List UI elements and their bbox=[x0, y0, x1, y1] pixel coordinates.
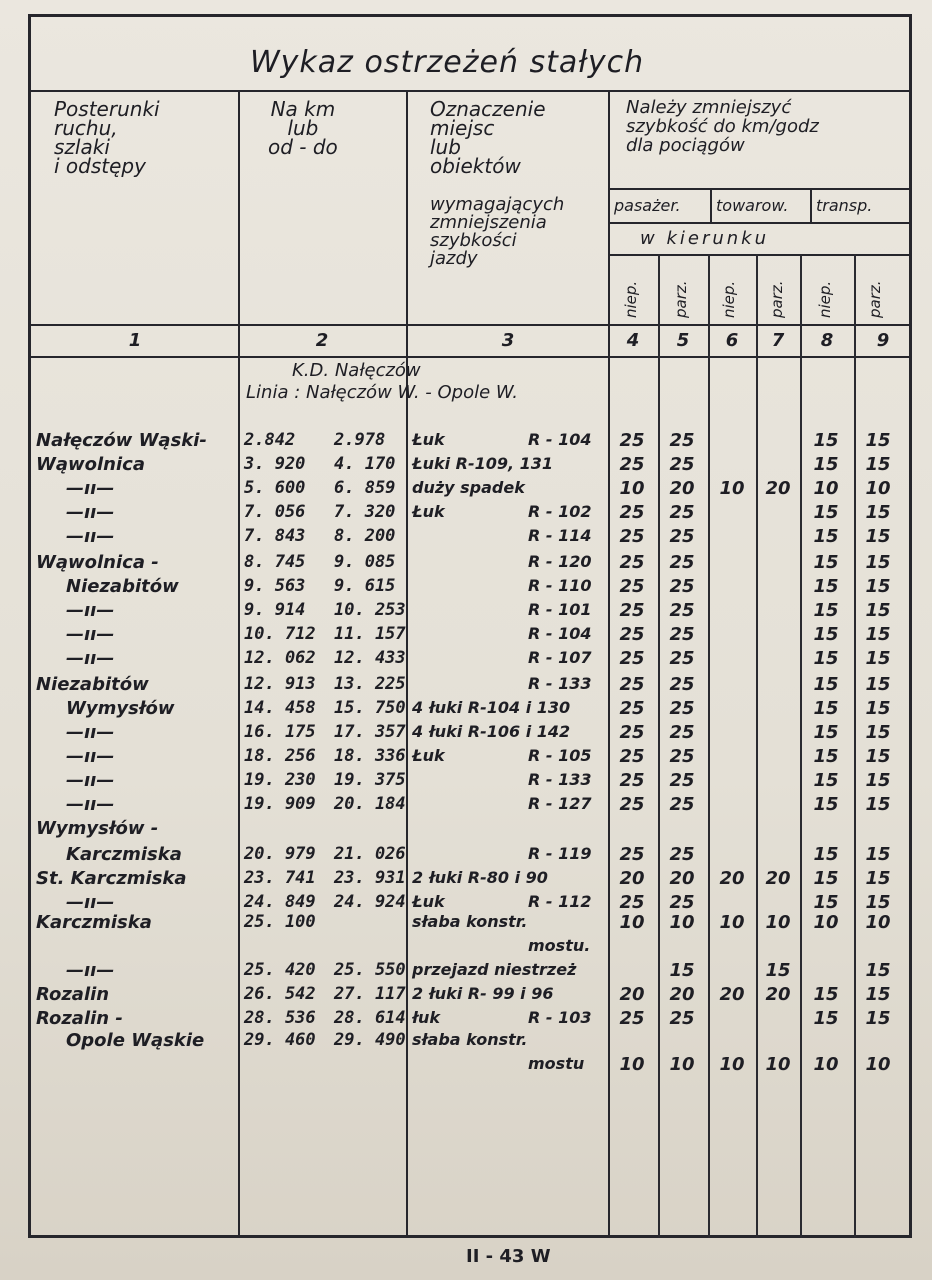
row-speed-col-8: 10 bbox=[813, 478, 839, 499]
row-km-from: 26. 542 bbox=[244, 984, 316, 1004]
header-pasazer: pasażer. bbox=[614, 196, 681, 215]
row-station: Karczmiska bbox=[66, 844, 182, 865]
row-speed-col-6: 10 bbox=[719, 912, 745, 933]
row-speed-col-4: 25 bbox=[619, 552, 645, 573]
row-speed-col-9: 15 bbox=[865, 648, 891, 669]
col-divider-4 bbox=[658, 254, 660, 1238]
row-station: —ıı— bbox=[66, 648, 115, 669]
row-speed-col-5: 25 bbox=[669, 430, 695, 451]
row-speed-col-8: 15 bbox=[813, 526, 839, 547]
row-km-to: 27. 117 bbox=[334, 984, 406, 1004]
row-km-from: 9. 563 bbox=[244, 576, 306, 596]
row-km-from: 25. 420 bbox=[244, 960, 316, 980]
row-speed-col-8: 15 bbox=[813, 502, 839, 523]
row-speed-col-9: 10 bbox=[865, 478, 891, 499]
row-speed-col-5: 20 bbox=[669, 984, 695, 1005]
row-speed-col-6: 20 bbox=[719, 868, 745, 889]
row-speed-col-4: 25 bbox=[619, 624, 645, 645]
row-speed-col-8: 15 bbox=[813, 674, 839, 695]
row-speed-col-4: 25 bbox=[619, 502, 645, 523]
rule-header-bottom bbox=[28, 324, 912, 326]
row-speed-col-8: 10 bbox=[813, 912, 839, 933]
row-km-to: 24. 924 bbox=[334, 892, 406, 912]
row-station: —ıı— bbox=[66, 770, 115, 791]
row-speed-col-5: 25 bbox=[669, 746, 695, 767]
row-description: słaba konstr. bbox=[412, 912, 528, 931]
row-object-ref: R - 119 bbox=[528, 844, 592, 863]
row-km-from: 19. 909 bbox=[244, 794, 316, 814]
row-speed-col-8: 10 bbox=[813, 1054, 839, 1075]
row-speed-col-5: 10 bbox=[669, 912, 695, 933]
row-object-ref: R - 103 bbox=[528, 1008, 592, 1027]
row-km-from: 19. 230 bbox=[244, 770, 316, 790]
row-speed-col-5: 25 bbox=[669, 600, 695, 621]
row-speed-col-8: 15 bbox=[813, 868, 839, 889]
row-speed-col-9: 15 bbox=[865, 1008, 891, 1029]
col-divider-7 bbox=[800, 254, 802, 1238]
section-kd: K.D. Nałęczów bbox=[292, 360, 421, 381]
row-speed-col-8: 15 bbox=[813, 984, 839, 1005]
row-speed-col-4: 25 bbox=[619, 746, 645, 767]
row-speed-col-8: 15 bbox=[813, 430, 839, 451]
row-speed-col-8: 15 bbox=[813, 648, 839, 669]
row-speed-col-4: 10 bbox=[619, 912, 645, 933]
row-speed-col-9: 15 bbox=[865, 526, 891, 547]
row-speed-col-9: 15 bbox=[865, 794, 891, 815]
row-speed-col-4: 25 bbox=[619, 454, 645, 475]
row-speed-col-8: 15 bbox=[813, 746, 839, 767]
row-speed-col-8: 15 bbox=[813, 552, 839, 573]
colnum-1: 1 bbox=[128, 330, 142, 351]
row-km-to: 28. 614 bbox=[334, 1008, 406, 1028]
row-km-from: 18. 256 bbox=[244, 746, 316, 766]
row-station: Wymysłów bbox=[66, 698, 175, 719]
row-speed-col-9: 15 bbox=[865, 430, 891, 451]
row-speed-col-8: 15 bbox=[813, 794, 839, 815]
colnum-8: 8 bbox=[820, 330, 834, 351]
div-tow-tra bbox=[810, 188, 812, 222]
header-oznaczenie: Oznaczenie miejsc lub obiektów bbox=[430, 97, 546, 178]
header-wymagajacych: wymagających zmniejszenia szybkości jazdy bbox=[430, 194, 565, 269]
row-km-to: 13. 225 bbox=[334, 674, 406, 694]
row-km-to: 18. 336 bbox=[334, 746, 406, 766]
row-object-ref: R - 133 bbox=[528, 770, 592, 789]
row-station: —ıı— bbox=[66, 624, 115, 645]
row-object-ref: R - 114 bbox=[528, 526, 592, 545]
header-towarow: towarow. bbox=[716, 196, 789, 215]
row-speed-col-4: 25 bbox=[619, 430, 645, 451]
row-description: 4 łuki R-104 i 130 bbox=[412, 698, 571, 717]
row-km-from: 12. 062 bbox=[244, 648, 316, 668]
colnum-7: 7 bbox=[771, 330, 785, 351]
rule-train-types bbox=[610, 222, 912, 224]
row-km-to: 17. 357 bbox=[334, 722, 406, 742]
colnum-3: 3 bbox=[501, 330, 515, 351]
row-speed-col-5: 20 bbox=[669, 868, 695, 889]
row-speed-col-7: 20 bbox=[765, 478, 791, 499]
row-speed-col-8: 15 bbox=[813, 722, 839, 743]
page-title: Wykaz ostrzeżeń stałych bbox=[250, 45, 645, 80]
row-speed-col-9: 15 bbox=[865, 960, 891, 981]
row-speed-col-4: 20 bbox=[619, 984, 645, 1005]
row-object-ref: R - 120 bbox=[528, 552, 592, 571]
colnum-6: 6 bbox=[725, 330, 739, 351]
row-speed-col-8: 15 bbox=[813, 454, 839, 475]
row-description: Łuk bbox=[412, 892, 445, 911]
row-speed-col-9: 15 bbox=[865, 698, 891, 719]
colnum-4: 4 bbox=[626, 330, 640, 351]
row-speed-col-5: 25 bbox=[669, 844, 695, 865]
row-km-from: 23. 741 bbox=[244, 868, 316, 888]
row-speed-col-9: 15 bbox=[865, 502, 891, 523]
row-km-to: 10. 253 bbox=[334, 600, 406, 620]
row-station: —ıı— bbox=[66, 746, 115, 767]
rule-direction bbox=[610, 254, 912, 256]
rule-colnums bbox=[28, 356, 912, 358]
row-description: Łuki R-109, 131 bbox=[412, 454, 554, 473]
row-km-to: 15. 750 bbox=[334, 698, 406, 718]
row-station: —ıı— bbox=[66, 960, 115, 981]
col-divider-3 bbox=[608, 90, 610, 1238]
header-parz-9: parz. bbox=[866, 280, 884, 318]
row-km-from: 24. 849 bbox=[244, 892, 316, 912]
row-speed-col-4: 20 bbox=[619, 868, 645, 889]
row-speed-col-5: 25 bbox=[669, 674, 695, 695]
row-speed-col-4: 25 bbox=[619, 770, 645, 791]
row-station: St. Karczmiska bbox=[36, 868, 187, 889]
row-km-from: 16. 175 bbox=[244, 722, 316, 742]
header-direction: w kierunku bbox=[640, 228, 769, 249]
row-speed-col-7: 20 bbox=[765, 868, 791, 889]
row-speed-col-5: 25 bbox=[669, 552, 695, 573]
row-description: Łuk bbox=[412, 502, 445, 521]
row-speed-col-9: 15 bbox=[865, 674, 891, 695]
row-km-to: 4. 170 bbox=[334, 454, 396, 474]
row-speed-col-5: 25 bbox=[669, 648, 695, 669]
row-km-from: 9. 914 bbox=[244, 600, 306, 620]
row-description: przejazd niestrzeż bbox=[412, 960, 577, 979]
row-station: Opole Wąskie bbox=[66, 1030, 205, 1051]
row-speed-col-9: 15 bbox=[865, 722, 891, 743]
col-divider-6 bbox=[756, 254, 758, 1238]
row-speed-col-5: 20 bbox=[669, 478, 695, 499]
row-km-from: 7. 056 bbox=[244, 502, 306, 522]
row-speed-col-4: 25 bbox=[619, 674, 645, 695]
row-speed-col-5: 25 bbox=[669, 454, 695, 475]
rule-title bbox=[28, 90, 912, 92]
row-object-ref: R - 104 bbox=[528, 430, 592, 449]
row-station: —ıı— bbox=[66, 478, 115, 499]
row-speed-col-4: 25 bbox=[619, 892, 645, 913]
row-speed-col-9: 15 bbox=[865, 552, 891, 573]
row-speed-col-7: 20 bbox=[765, 984, 791, 1005]
page-footer: II - 43 W bbox=[466, 1246, 551, 1267]
row-object-ref: R - 104 bbox=[528, 624, 592, 643]
row-description: słaba konstr. bbox=[412, 1030, 528, 1049]
row-speed-col-9: 15 bbox=[865, 844, 891, 865]
row-km-from: 29. 460 bbox=[244, 1030, 316, 1050]
row-station: —ıı— bbox=[66, 722, 115, 743]
row-object-ref: R - 127 bbox=[528, 794, 592, 813]
row-km-from: 7. 843 bbox=[244, 526, 306, 546]
col-divider-1 bbox=[238, 90, 240, 1238]
row-station: Wąwolnica bbox=[36, 454, 145, 475]
row-description: 4 łuki R-106 i 142 bbox=[412, 722, 571, 741]
row-station: Wymysłów - bbox=[36, 818, 159, 839]
col-divider-2 bbox=[406, 90, 408, 1238]
col-divider-8 bbox=[854, 254, 856, 1238]
row-speed-col-9: 15 bbox=[865, 984, 891, 1005]
row-object-ref: R - 102 bbox=[528, 502, 592, 521]
row-station: Wąwolnica - bbox=[36, 552, 159, 573]
row-station: Niezabitów bbox=[66, 576, 179, 597]
row-km-to: 8. 200 bbox=[334, 526, 396, 546]
row-speed-col-5: 25 bbox=[669, 794, 695, 815]
header-transp: transp. bbox=[816, 196, 873, 215]
row-speed-col-5: 10 bbox=[669, 1054, 695, 1075]
row-speed-col-9: 15 bbox=[865, 770, 891, 791]
row-description: duży spadek bbox=[412, 478, 525, 497]
row-description: 2 łuki R- 99 i 96 bbox=[412, 984, 554, 1003]
row-speed-col-6: 10 bbox=[719, 478, 745, 499]
row-km-to: 11. 157 bbox=[334, 624, 406, 644]
row-speed-col-9: 10 bbox=[865, 1054, 891, 1075]
header-parz-5: parz. bbox=[672, 280, 690, 318]
row-station: Nałęczów Wąski- bbox=[36, 430, 207, 451]
row-station: Niezabitów bbox=[36, 674, 149, 695]
row-speed-col-4: 25 bbox=[619, 722, 645, 743]
row-speed-col-8: 15 bbox=[813, 892, 839, 913]
row-object-ref: R - 101 bbox=[528, 600, 592, 619]
row-station: —ıı— bbox=[66, 526, 115, 547]
row-object-ref: R - 107 bbox=[528, 648, 592, 667]
row-speed-col-8: 15 bbox=[813, 600, 839, 621]
row-speed-col-5: 25 bbox=[669, 770, 695, 791]
row-speed-col-9: 15 bbox=[865, 624, 891, 645]
row-description: Łuk bbox=[412, 746, 445, 765]
row-km-to: 12. 433 bbox=[334, 648, 406, 668]
header-niep-6: niep. bbox=[720, 280, 738, 318]
row-description: 2 łuki R-80 i 90 bbox=[412, 868, 548, 887]
row-speed-col-5: 25 bbox=[669, 1008, 695, 1029]
row-speed-col-5: 25 bbox=[669, 526, 695, 547]
row-km-from: 28. 536 bbox=[244, 1008, 316, 1028]
row-object-ref: mostu. bbox=[528, 936, 591, 955]
row-speed-col-8: 15 bbox=[813, 844, 839, 865]
row-speed-col-5: 25 bbox=[669, 576, 695, 597]
div-pas-tow bbox=[710, 188, 712, 222]
row-station: Rozalin bbox=[36, 984, 110, 1005]
col-divider-5 bbox=[708, 254, 710, 1238]
row-speed-col-7: 15 bbox=[765, 960, 791, 981]
row-km-to: 20. 184 bbox=[334, 794, 406, 814]
header-niep-4: niep. bbox=[622, 280, 640, 318]
row-km-to: 7. 320 bbox=[334, 502, 396, 522]
header-parz-7: parz. bbox=[768, 280, 786, 318]
rule-speed-header bbox=[610, 188, 912, 190]
row-speed-col-7: 10 bbox=[765, 1054, 791, 1075]
row-speed-col-5: 25 bbox=[669, 722, 695, 743]
row-speed-col-5: 25 bbox=[669, 892, 695, 913]
row-km-from: 10. 712 bbox=[244, 624, 316, 644]
row-km-to: 23. 931 bbox=[334, 868, 406, 888]
row-speed-col-5: 25 bbox=[669, 624, 695, 645]
row-station: —ıı— bbox=[66, 502, 115, 523]
row-speed-col-4: 10 bbox=[619, 1054, 645, 1075]
row-speed-col-6: 20 bbox=[719, 984, 745, 1005]
row-speed-col-5: 25 bbox=[669, 698, 695, 719]
row-speed-col-9: 15 bbox=[865, 892, 891, 913]
row-speed-col-4: 25 bbox=[619, 1008, 645, 1029]
section-linia: Linia : Nałęczów W. - Opole W. bbox=[246, 382, 518, 403]
row-station: Karczmiska bbox=[36, 912, 152, 933]
row-speed-col-4: 25 bbox=[619, 844, 645, 865]
colnum-2: 2 bbox=[315, 330, 329, 351]
row-km-to: 19. 375 bbox=[334, 770, 406, 790]
row-km-from: 2.842 bbox=[244, 430, 296, 450]
row-object-ref: R - 133 bbox=[528, 674, 592, 693]
row-km-to: 21. 026 bbox=[334, 844, 406, 864]
row-station: —ıı— bbox=[66, 600, 115, 621]
row-km-from: 3. 920 bbox=[244, 454, 306, 474]
row-station: Rozalin - bbox=[36, 1008, 123, 1029]
row-km-from: 12. 913 bbox=[244, 674, 316, 694]
row-km-to: 29. 490 bbox=[334, 1030, 406, 1050]
row-speed-col-4: 10 bbox=[619, 478, 645, 499]
row-speed-col-8: 15 bbox=[813, 1008, 839, 1029]
row-speed-col-9: 15 bbox=[865, 746, 891, 767]
row-km-to: 6. 859 bbox=[334, 478, 396, 498]
row-speed-col-4: 25 bbox=[619, 576, 645, 597]
row-speed-col-8: 15 bbox=[813, 576, 839, 597]
row-speed-col-6: 10 bbox=[719, 1054, 745, 1075]
row-object-ref: R - 105 bbox=[528, 746, 592, 765]
row-speed-col-5: 25 bbox=[669, 502, 695, 523]
row-speed-col-4: 25 bbox=[619, 698, 645, 719]
row-speed-col-9: 15 bbox=[865, 600, 891, 621]
colnum-9: 9 bbox=[876, 330, 890, 351]
row-speed-col-7: 10 bbox=[765, 912, 791, 933]
row-km-to: 2.978 bbox=[334, 430, 386, 450]
header-posterunki: Posterunki ruchu, szlaki i odstępy bbox=[54, 97, 160, 178]
row-speed-col-9: 10 bbox=[865, 912, 891, 933]
row-km-from: 20. 979 bbox=[244, 844, 316, 864]
header-km: Na km lub od - do bbox=[268, 97, 338, 159]
row-object-ref: R - 110 bbox=[528, 576, 592, 595]
row-km-from: 8. 745 bbox=[244, 552, 306, 572]
row-km-from: 14. 458 bbox=[244, 698, 316, 718]
row-km-to: 25. 550 bbox=[334, 960, 406, 980]
row-speed-col-4: 25 bbox=[619, 526, 645, 547]
row-station: —ıı— bbox=[66, 794, 115, 815]
row-object-ref: mostu bbox=[528, 1054, 585, 1073]
row-speed-col-4: 25 bbox=[619, 648, 645, 669]
row-km-to: 9. 615 bbox=[334, 576, 396, 596]
row-station: —ıı— bbox=[66, 892, 115, 913]
row-speed-col-9: 15 bbox=[865, 576, 891, 597]
row-speed-col-5: 15 bbox=[669, 960, 695, 981]
header-speed: Należy zmniejszyć szybkość do km/godz dla pociągów bbox=[626, 97, 819, 156]
row-speed-col-8: 15 bbox=[813, 698, 839, 719]
header-niep-8: niep. bbox=[816, 280, 834, 318]
row-speed-col-9: 15 bbox=[865, 868, 891, 889]
row-description: Łuk bbox=[412, 430, 445, 449]
row-speed-col-8: 15 bbox=[813, 770, 839, 791]
row-km-to: 9. 085 bbox=[334, 552, 396, 572]
row-object-ref: R - 112 bbox=[528, 892, 592, 911]
row-speed-col-4: 25 bbox=[619, 794, 645, 815]
row-description: łuk bbox=[412, 1008, 441, 1027]
row-speed-col-9: 15 bbox=[865, 454, 891, 475]
colnum-5: 5 bbox=[676, 330, 690, 351]
row-speed-col-8: 15 bbox=[813, 624, 839, 645]
row-km-from: 25. 100 bbox=[244, 912, 316, 932]
row-km-from: 5. 600 bbox=[244, 478, 306, 498]
row-speed-col-4: 25 bbox=[619, 600, 645, 621]
